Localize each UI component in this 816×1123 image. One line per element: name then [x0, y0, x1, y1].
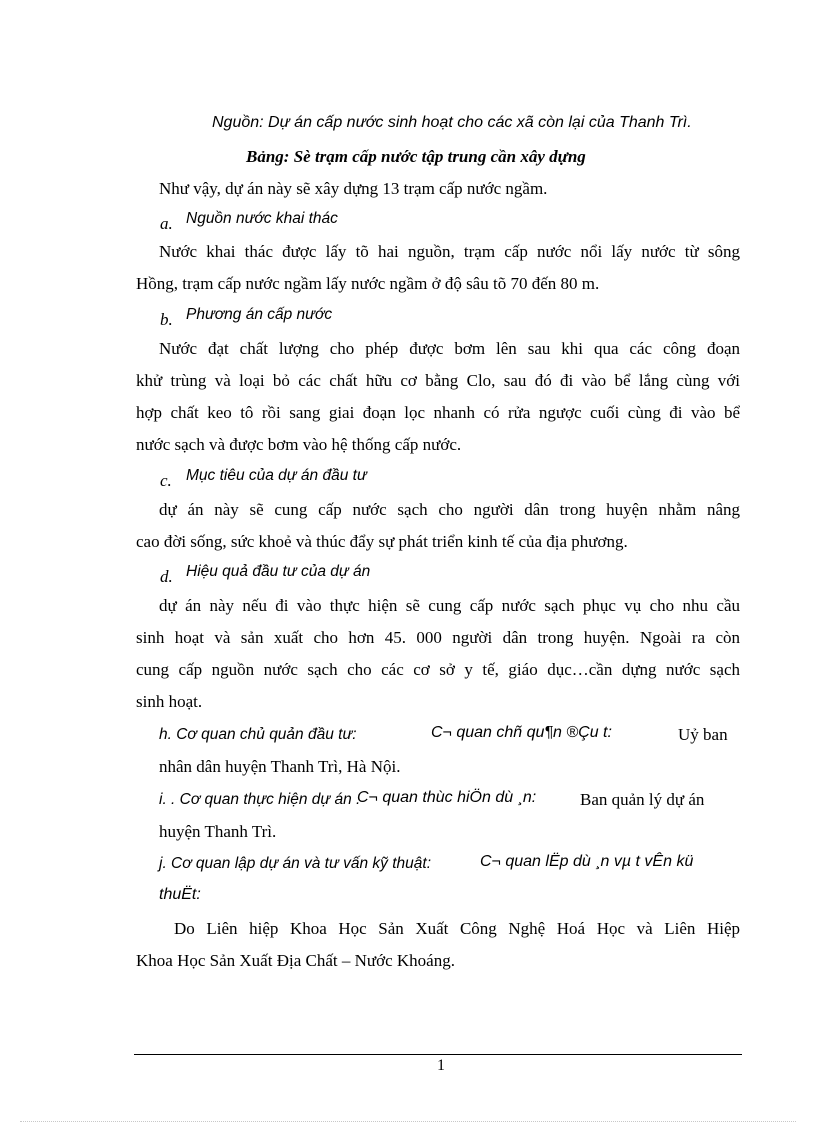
- section-heading: Phương án cấp nước: [186, 306, 333, 323]
- paragraph-line: sinh hoạt.: [136, 692, 203, 711]
- item-value: Ban quản lý dự án: [580, 790, 705, 809]
- table-caption: Bảng: Sè trạm cấp nước tập trung cần xây dựng: [246, 147, 586, 166]
- item-garbled-label: C¬ quan chñ qu¶n ®Çu t:: [431, 724, 612, 741]
- section-letter: d.: [160, 567, 173, 586]
- section-heading: Mục tiêu của dự án đầu tư: [186, 467, 367, 484]
- section-letter: b.: [160, 310, 173, 329]
- paragraph-line: dự án này nếu đi vào thực hiện sẽ cung cấp nước sạch phục vụ cho nhu cầu: [159, 596, 740, 615]
- item-value-cont: huyện Thanh Trì.: [159, 822, 277, 841]
- item-garbled-label: C¬ quan lËp dù ¸n vµ t vÊn kü: [480, 853, 694, 870]
- item-label: h. Cơ quan chủ quản đầu tư:: [159, 726, 357, 743]
- paragraph-line: Nước khai thác được lấy tõ hai nguồn, trạm cấp nước nổi lấy nước từ sông: [159, 242, 740, 261]
- source-note: Nguồn: Dự án cấp nước sinh hoạt cho các xã còn lại của Thanh Trì.: [212, 114, 692, 131]
- item-label: j. Cơ quan lập dự án và tư vấn kỹ thuật:: [159, 855, 431, 872]
- page-bottom-edge: [20, 1121, 796, 1122]
- paragraph-line: dự án này sẽ cung cấp nước sạch cho người dân trong huyện nhằm nâng: [159, 500, 740, 519]
- paragraph-line: nước sạch và được bơm vào hệ thống cấp nước.: [136, 435, 462, 454]
- paragraph-line: Hồng, trạm cấp nước ngầm lấy nước ngầm ở độ sâu tõ 70 đến 80 m.: [136, 274, 600, 293]
- intro-paragraph: Như vậy, dự án này sẽ xây dựng 13 trạm cấp nước ngầm.: [159, 179, 548, 198]
- section-heading: Hiệu quả đầu tư của dự án: [186, 563, 371, 580]
- item-value: Uỷ ban: [678, 725, 728, 744]
- closing-line: Khoa Học Sản Xuất Địa Chất – Nước Khoáng.: [136, 951, 455, 970]
- section-heading: Nguồn nước khai thác: [186, 210, 338, 227]
- section-letter: a.: [160, 214, 173, 233]
- footer-rule: [134, 1054, 742, 1055]
- item-label: i. . Cơ quan thực hiện dự án .: [159, 791, 361, 808]
- paragraph-line: hợp chất keo tô rồi sang giai đoạn lọc nhanh có rửa ngược cuối cùng đi vào bể: [136, 403, 740, 422]
- paragraph-line: sinh hoạt và sản xuất cho hơn 45. 000 người dân trong huyện. Ngoài ra còn: [136, 628, 740, 647]
- item-garbled-label: C¬ quan thùc hiÖn dù ¸n:: [357, 789, 537, 806]
- closing-line: Do Liên hiệp Khoa Học Sản Xuất Công Nghệ Hoá Học và Liên Hiệp: [174, 919, 740, 938]
- paragraph-line: cao đời sống, sức khoẻ và thúc đẩy sự phát triển kinh tế của địa phương.: [136, 532, 628, 551]
- paragraph-line: khử trùng và loại bỏ các chất hữu cơ bằng Clo, sau đó đi vào bể lắng cùng với: [136, 371, 740, 390]
- item-garbled-cont: thuËt:: [159, 886, 201, 903]
- paragraph-line: cung cấp nguồn nước sạch cho các cơ sở y tế, giáo dục…cần dựng nước sạch: [136, 660, 740, 679]
- item-value-cont: nhân dân huyện Thanh Trì, Hà Nội.: [159, 757, 401, 776]
- page-number: 1: [437, 1057, 445, 1074]
- section-letter: c.: [160, 471, 172, 490]
- paragraph-line: Nước đạt chất lượng cho phép được bơm lên sau khi qua các công đoạn: [159, 339, 740, 358]
